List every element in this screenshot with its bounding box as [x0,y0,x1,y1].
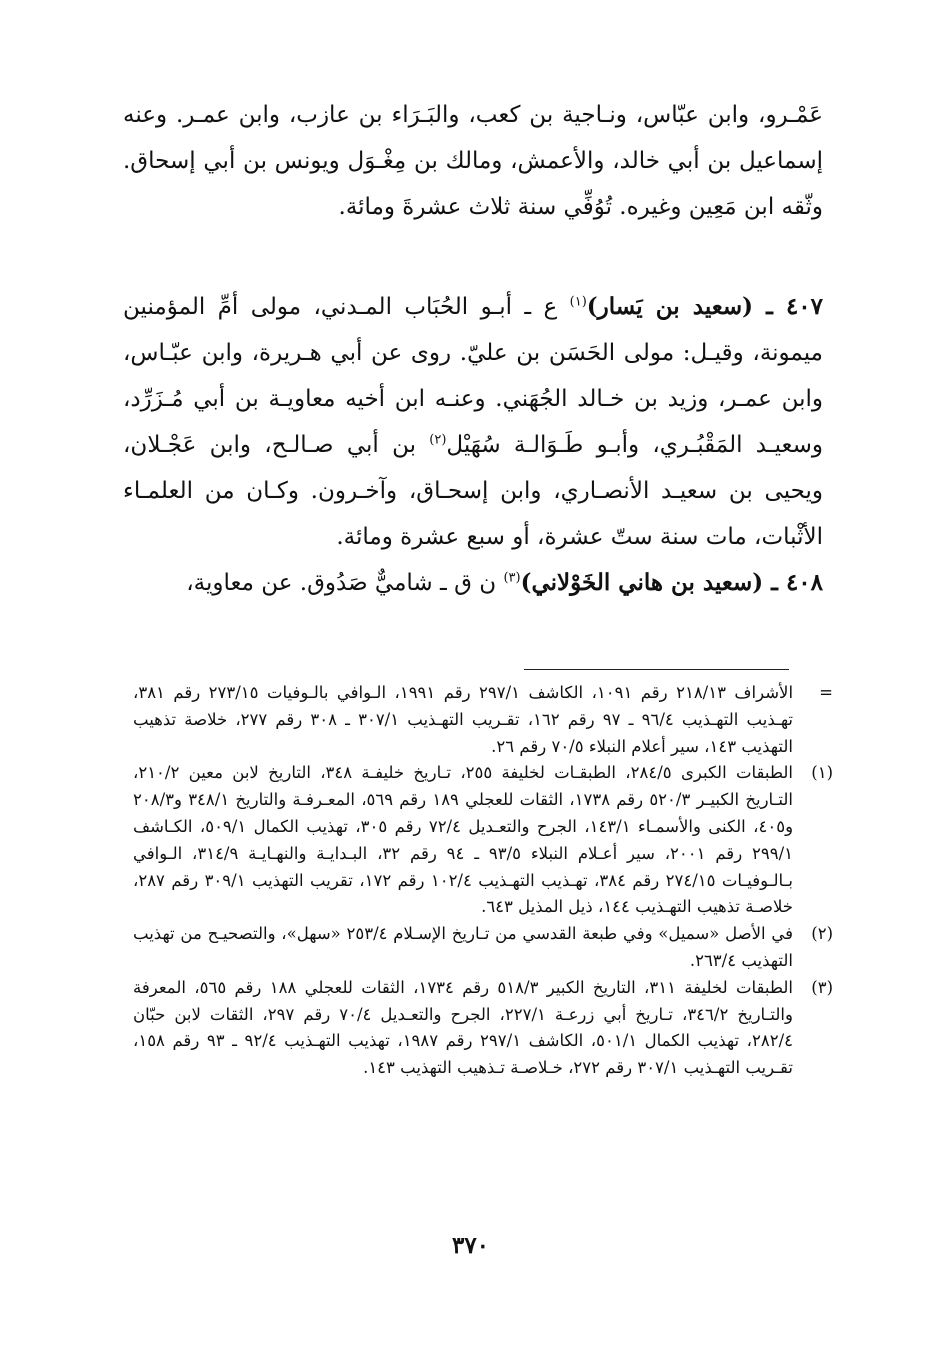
entry-408 [123,560,823,606]
footnote-divider [524,669,789,670]
entry-408-footnote-mark: (٣) [503,570,521,586]
entry-407-body: ع ـ أبـو الحُبَاب المـدني، مولى أمِّ المؤمنين ميمونة، وقيـل: مولى الحَسَن بن عليّ. روى عن أبي هـريرة، وابن عبّـاس، وابن عمـر، وزيد بن خـالد الجُهَني. وعنـه ابن أخيه معاويـة بن أبي مُـزَرِّد، وسعيـد المَقْبُـري، وأبـو طَـوَالـة سُهَيْل [123,294,823,458]
footnote-text: الأشراف ٢١٨/١٣ رقم ١٠٩١، الكاشف ٢٩٧/١ رقم ١٩٩١، الـوافي بالـوفيات ٢٧٣/١٥ رقم ٣٨١، تهـذيب التهـذيب ٩٦/٤ ـ ٩٧ رقم ١٦٢، تقـريب التهـذيب ٣٠٧/١ ـ ٣٠٨ رقم ٢٧٧، خلاصة تذهيب التهذيب ١٤٣، سير أعلام النبلاء ٧٠/٥ رقم ٢٦. [133,683,794,756]
footnote-1 [133,760,833,921]
entry-407-heading: ٤٠٧ ـ (سعيد بن يَسار) [586,293,823,320]
footnote-2 [133,921,833,975]
footnotes-section [133,680,833,1082]
footnote-text: الطبقات لخليفة ٣١١، التاريخ الكبير ٥١٨/٣ رقم ١٧٣٤، الثقات للعجلي ١٨٨ رقم ٥٦٥، المعرفة والتـاريخ ٣٤٦/٢، تـاريخ أبي زرعـة ٢٢٧/١، الجرح والتعـديل ٧٠/٤ رقم ٢٩٧، الثقات لابن حبّان ٢٨٢/٤، تهذيب الكمال ٥٠١/١، الكاشف ٢٩٧/١ رقم ١٩٨٧، تهذيب التهـذيب ٩٢/٤ ـ ٩٣ رقم ١٥٨، تقـريب التهـذيب ٣٠٧/١ رقم ٢٧٢، خـلاصـة تـذهيب التهذيب ١٤٣. [133,977,793,1078]
entry-407-inner-footnote-mark: (٢) [429,432,447,448]
footnote-3 [133,975,833,1082]
page-number: ٣٧٠ [451,1232,490,1259]
footnote-label: (١) [811,763,833,783]
footnote-text: الطبقات الكبرى ٢٨٤/٥، الطبقـات لخليفة ٢٥٥، تـاريخ خليفـة ٣٤٨، التاريخ لابن معين ٢١٠/٢، التـاريخ الكبيـر ٥٢٠/٣ رقم ١٧٣٨، الثقات للعجلي ١٨٩ رقم ٥٦٩، المعـرفـة والتاريخ ٣٤٨/١ و٢٠٨/٣ و٤٠٥، الكنى والأسمـاء ١٤٣/١، الجرح والتعـديل ٧٢/٤ رقم ٣٠٥، تهذيب الكمال ٥٠٩/١، الكـاشف ٢٩٩/١ رقم ٢٠٠١، سير أعـلام النبلاء ٩٣/٥ ـ ٩٤ رقم ٣٢، البـدايـة والنهـايـة ٣١٤/٩، الـوافي بـالـوفيـات ٢٧٤/١٥ رقم ٣٨٤، تهـذيب التهـذيب ١٠٢/٤ رقم ١٧٢، تقريب التهذيب ٣٠٩/١ رقم ٢٨٧، خلاصـة تذهيب التهـذيب ١٤٤، ذيل المذيل ٦٤٣. [133,763,794,917]
entry-408-heading: ٤٠٨ ـ (سعيد بن هاني الخَوْلاني) [520,569,823,596]
continuation-paragraph [123,92,823,230]
entry-407-footnote-mark: (١) [569,294,587,310]
entry-407 [123,284,823,560]
entry-408-body: ن ق ـ شاميٌّ صَدُوق. عن معاوية، [186,570,504,596]
footnote-label: = [819,683,833,702]
footnote-text: في الأصل «سميل» وفي طبعة القدسي من تـاريخ الإسـلام ٢٥٣/٤ «سهل»، والتصحيـح من تهذيب التهذيب ٢٦٣/٤. [133,924,793,970]
continuation-text: عَمْـرو، وابن عبّاس، ونـاجية بن كعب، والبَـرَاء بن عازب، وابن عمـر. وعنه إسماعيل بن أبي خالد، والأعمش، ومالك بن مِغْـوَل ويونس بن أبي إسحاق. وثّقه ابن مَعِين وغيره. تُوُفِّي سنة ثلاث عشرةَ ومائة. [123,102,823,220]
footnote-continuation [133,680,833,760]
footnote-label: (٣) [811,977,833,997]
entry-407-body-continued: بن أبي صـالـح، وابن عَجْـلان، ويحيى بن سعيـد الأنصـاري، وابن إسحـاق، وآخـرون. وكـان من العلمـاء الأثْبات، مات سنة ستّ عشرة، أو سبع عشرة ومائة. [123,432,823,550]
footnote-label: (٢) [811,924,833,944]
